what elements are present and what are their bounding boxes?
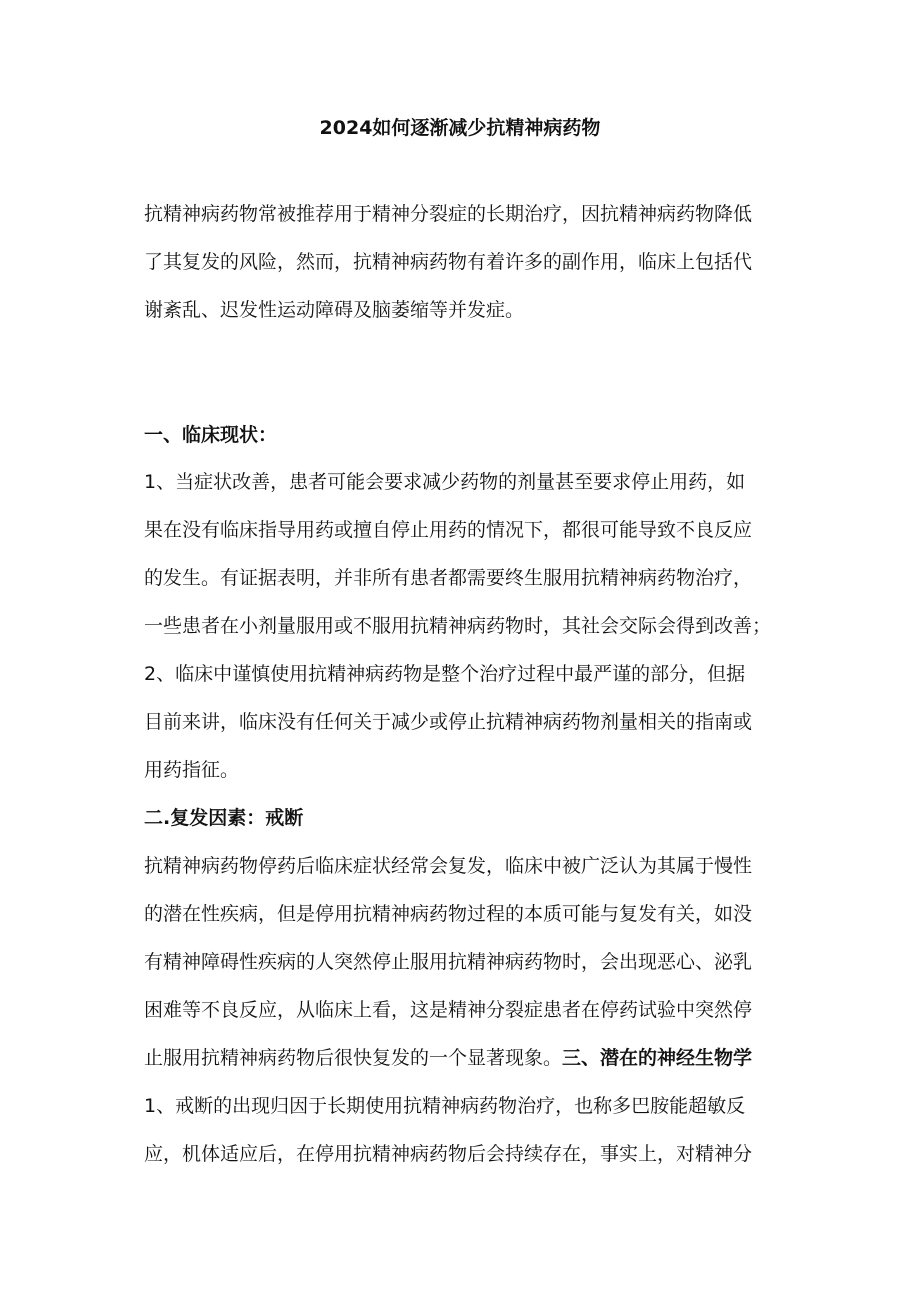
paragraph-line: 困难等不良反应，从临床上看，这是精神分裂症患者在停药试验中突然停 xyxy=(144,999,753,1021)
intro-line: 谢紊乱、迟发性运动障碍及脑萎缩等并发症。 xyxy=(144,299,525,321)
page-title: 2024如何逐渐减少抗精神病药物 xyxy=(319,117,601,139)
paragraph-line: 1、戒断的出现归因于长期使用抗精神病药物治疗，也称多巴胺能超敏反 xyxy=(144,1095,746,1117)
paragraph-line: 的潜在性疾病，但是停用抗精神病药物过程的本质可能与复发有关，如没 xyxy=(144,903,753,925)
paragraph-line-mixed xyxy=(144,1046,804,1070)
paragraph-line: 1、当症状改善，患者可能会要求减少药物的剂量甚至要求停止用药，如 xyxy=(144,471,746,493)
section-heading-relapse-factors: 二.复发因素：戒断 xyxy=(144,807,304,829)
intro-line: 抗精神病药物常被推荐用于精神分裂症的长期治疗，因抗精神病药物降低 xyxy=(144,203,753,225)
paragraph-line: 的发生。有证据表明，并非所有患者都需要终生服用抗精神病药物治疗， xyxy=(144,567,753,589)
intro-line: 了其复发的风险，然而，抗精神病药物有着许多的副作用，临床上包括代 xyxy=(144,251,753,273)
paragraph-line: 目前来讲，临床没有任何关于减少或停止抗精神病药物剂量相关的指南或 xyxy=(144,711,753,733)
paragraph-text: 止服用抗精神病药物后很快复发的一个显著现象。 xyxy=(144,1047,563,1069)
paragraph-line: 应，机体适应后，在停用抗精神病药物后会持续存在，事实上，对精神分 xyxy=(144,1143,753,1165)
paragraph-line: 有精神障碍性疾病的人突然停止服用抗精神病药物时，会出现恶心、泌乳 xyxy=(144,951,753,973)
paragraph-line: 2、临床中谨慎使用抗精神病药物是整个治疗过程中最严谨的部分，但据 xyxy=(144,663,746,685)
section-heading-clinical-status: 一、临床现状： xyxy=(144,424,278,446)
paragraph-line: 抗精神病药物停药后临床症状经常会复发，临床中被广泛认为其属于慢性 xyxy=(144,855,753,877)
paragraph-line: 果在没有临床指导用药或擅自停止用药的情况下，都很可能导致不良反应 xyxy=(144,519,753,541)
paragraph-line: 一些患者在小剂量服用或不服用抗精神病药物时，其社会交际会得到改善； xyxy=(144,615,772,637)
section-heading-neurobiology: 三、潜在的神经生物学 xyxy=(562,1047,753,1069)
paragraph-line: 用药指征。 xyxy=(144,759,240,781)
